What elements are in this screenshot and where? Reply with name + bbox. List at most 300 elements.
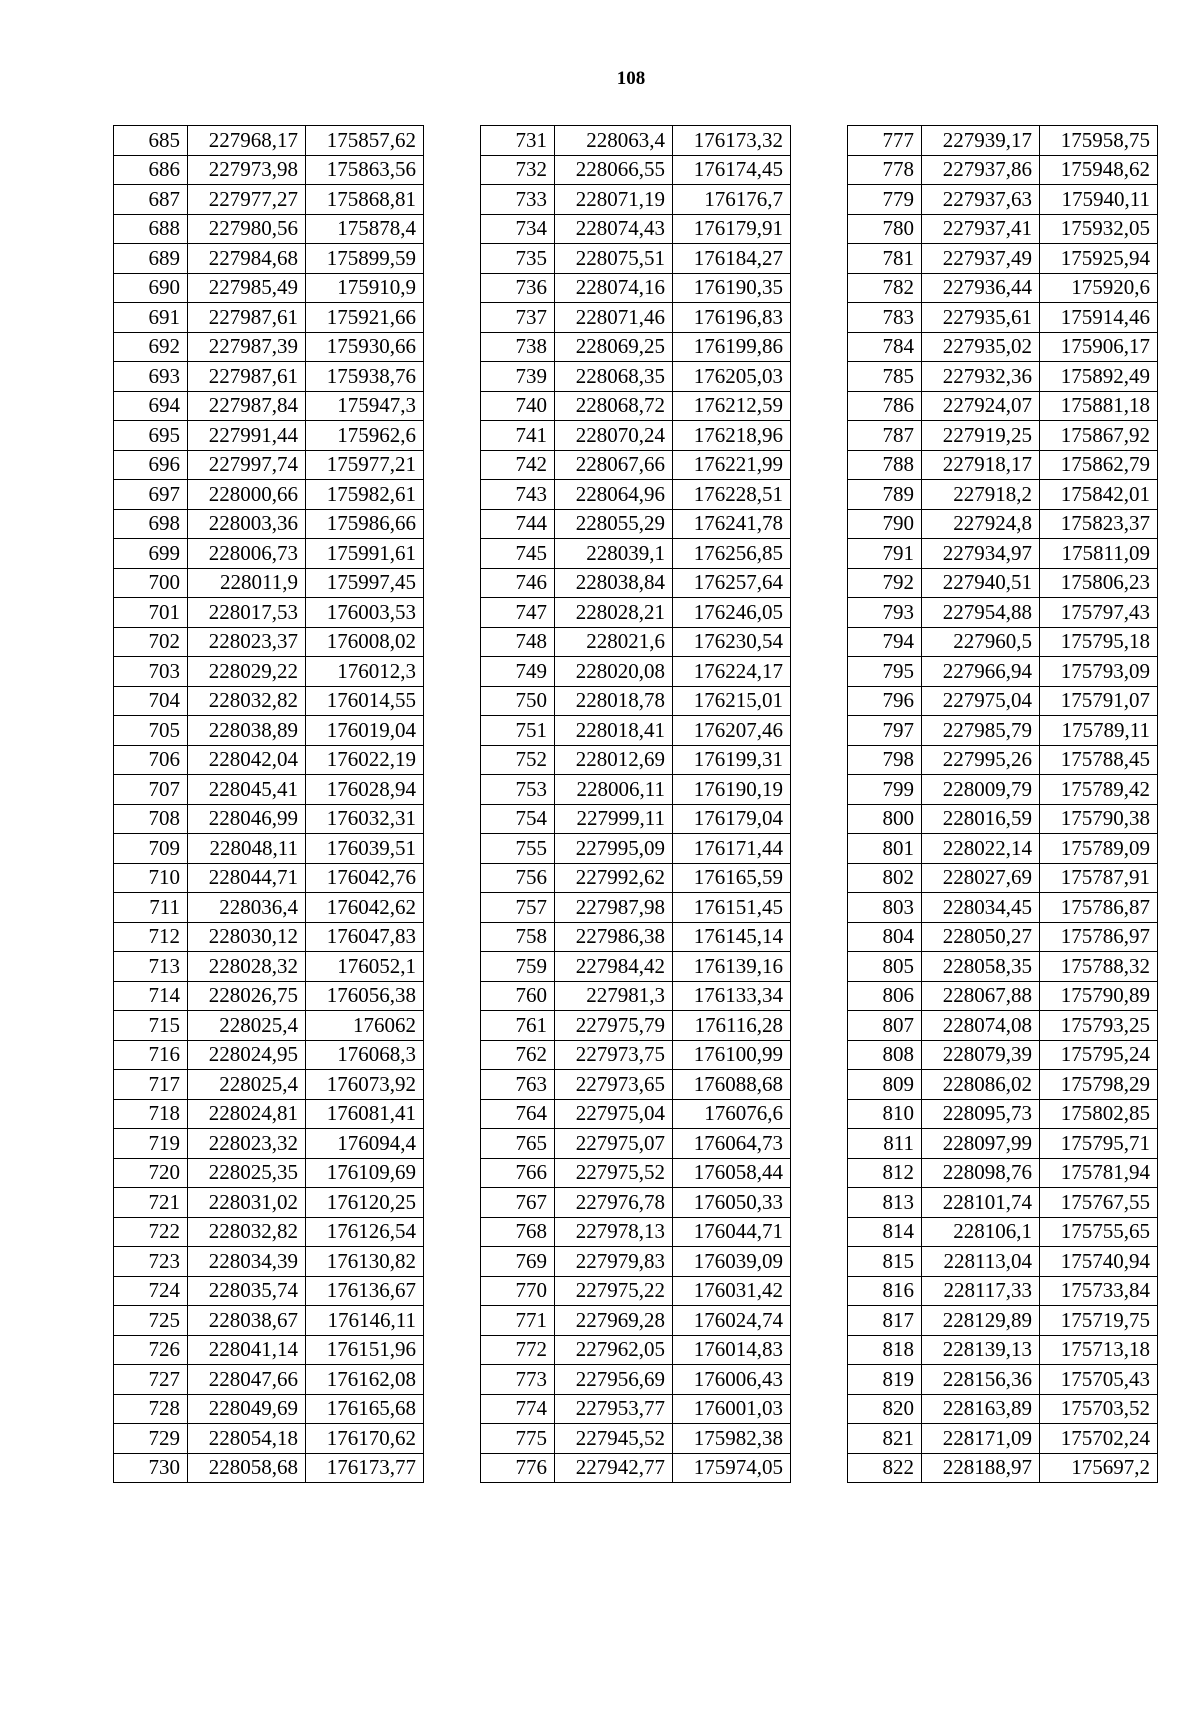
x-coordinate-cell: 228017,53 [188,598,306,628]
table-row [481,450,791,480]
point-number-cell: 755 [481,834,555,864]
x-coordinate-cell: 228163,89 [922,1394,1040,1424]
y-coordinate-cell: 175733,84 [1040,1276,1158,1306]
y-coordinate-cell: 175719,75 [1040,1306,1158,1336]
table-row [848,1011,1158,1041]
table-row [114,804,424,834]
point-number-cell: 779 [848,185,922,215]
point-number-cell: 720 [114,1158,188,1188]
point-number-cell: 734 [481,214,555,244]
x-coordinate-cell: 228044,71 [188,863,306,893]
y-coordinate-cell: 175914,46 [1040,303,1158,333]
table-row [848,185,1158,215]
y-coordinate-cell: 176068,3 [306,1040,424,1070]
point-number-cell: 769 [481,1247,555,1277]
y-coordinate-cell: 175862,79 [1040,450,1158,480]
y-coordinate-cell: 176058,44 [673,1158,791,1188]
x-coordinate-cell: 227997,74 [188,450,306,480]
x-coordinate-cell: 228070,24 [555,421,673,451]
table-row [848,303,1158,333]
y-coordinate-cell: 176207,46 [673,716,791,746]
y-coordinate-cell: 175863,56 [306,155,424,185]
y-coordinate-cell: 175878,4 [306,214,424,244]
x-coordinate-cell: 227962,05 [555,1335,673,1365]
y-coordinate-cell: 176173,77 [306,1453,424,1483]
y-coordinate-cell: 176120,25 [306,1188,424,1218]
point-number-cell: 786 [848,391,922,421]
y-coordinate-cell: 176022,19 [306,745,424,775]
table-row [114,1040,424,1070]
point-number-cell: 694 [114,391,188,421]
y-coordinate-cell: 175795,18 [1040,627,1158,657]
x-coordinate-cell: 227999,11 [555,804,673,834]
y-coordinate-cell: 176126,54 [306,1217,424,1247]
point-number-cell: 780 [848,214,922,244]
coordinates-table-2 [480,125,791,1483]
table-row [848,1365,1158,1395]
point-number-cell: 791 [848,539,922,569]
table-row [481,1040,791,1070]
x-coordinate-cell: 228064,96 [555,480,673,510]
y-coordinate-cell: 176014,55 [306,686,424,716]
table-row [848,627,1158,657]
point-number-cell: 768 [481,1217,555,1247]
table-row [848,716,1158,746]
x-coordinate-cell: 227973,98 [188,155,306,185]
point-number-cell: 749 [481,657,555,687]
x-coordinate-cell: 228041,14 [188,1335,306,1365]
point-number-cell: 713 [114,952,188,982]
x-coordinate-cell: 228049,69 [188,1394,306,1424]
table-row [848,1424,1158,1454]
y-coordinate-cell: 175793,09 [1040,657,1158,687]
y-coordinate-cell: 175962,6 [306,421,424,451]
x-coordinate-cell: 227992,62 [555,863,673,893]
point-number-cell: 787 [848,421,922,451]
y-coordinate-cell: 175795,24 [1040,1040,1158,1070]
table-row [481,1070,791,1100]
x-coordinate-cell: 227984,68 [188,244,306,274]
x-coordinate-cell: 227984,42 [555,952,673,982]
x-coordinate-cell: 227924,07 [922,391,1040,421]
point-number-cell: 686 [114,155,188,185]
x-coordinate-cell: 228024,95 [188,1040,306,1070]
y-coordinate-cell: 176003,53 [306,598,424,628]
point-number-cell: 801 [848,834,922,864]
point-number-cell: 744 [481,509,555,539]
point-number-cell: 715 [114,1011,188,1041]
x-coordinate-cell: 227985,79 [922,716,1040,746]
point-number-cell: 729 [114,1424,188,1454]
point-number-cell: 775 [481,1424,555,1454]
x-coordinate-cell: 228003,36 [188,509,306,539]
table-row [848,362,1158,392]
table-row [481,185,791,215]
y-coordinate-cell: 176008,02 [306,627,424,657]
point-number-cell: 815 [848,1247,922,1277]
point-number-cell: 810 [848,1099,922,1129]
point-number-cell: 692 [114,332,188,362]
x-coordinate-cell: 228113,04 [922,1247,1040,1277]
point-number-cell: 733 [481,185,555,215]
y-coordinate-cell: 176215,01 [673,686,791,716]
table-row [481,716,791,746]
table-row [114,598,424,628]
y-coordinate-cell: 176014,83 [673,1335,791,1365]
table-row [481,834,791,864]
point-number-cell: 795 [848,657,922,687]
table-row [848,775,1158,805]
point-number-cell: 745 [481,539,555,569]
point-number-cell: 738 [481,332,555,362]
table-row [481,1453,791,1483]
table-row [114,952,424,982]
table-row [114,539,424,569]
table-row [114,686,424,716]
x-coordinate-cell: 228068,35 [555,362,673,392]
point-number-cell: 822 [848,1453,922,1483]
y-coordinate-cell: 176246,05 [673,598,791,628]
y-coordinate-cell: 175697,2 [1040,1453,1158,1483]
x-coordinate-cell: 228034,39 [188,1247,306,1277]
x-coordinate-cell: 228054,18 [188,1424,306,1454]
y-coordinate-cell: 176001,03 [673,1394,791,1424]
y-coordinate-cell: 175705,43 [1040,1365,1158,1395]
table-row [848,273,1158,303]
table-row [481,893,791,923]
point-number-cell: 757 [481,893,555,923]
point-number-cell: 714 [114,981,188,1011]
y-coordinate-cell: 176130,82 [306,1247,424,1277]
x-coordinate-cell: 228032,82 [188,686,306,716]
point-number-cell: 719 [114,1129,188,1159]
table-row [481,657,791,687]
table-row [114,1424,424,1454]
x-coordinate-cell: 228045,41 [188,775,306,805]
point-number-cell: 753 [481,775,555,805]
point-number-cell: 700 [114,568,188,598]
x-coordinate-cell: 228009,79 [922,775,1040,805]
point-number-cell: 732 [481,155,555,185]
y-coordinate-cell: 176162,08 [306,1365,424,1395]
page-number: 108 [616,68,646,89]
point-number-cell: 767 [481,1188,555,1218]
x-coordinate-cell: 227937,63 [922,185,1040,215]
point-number-cell: 811 [848,1129,922,1159]
x-coordinate-cell: 228024,81 [188,1099,306,1129]
y-coordinate-cell: 175991,61 [306,539,424,569]
y-coordinate-cell: 176173,32 [673,126,791,156]
y-coordinate-cell: 175921,66 [306,303,424,333]
point-number-cell: 816 [848,1276,922,1306]
y-coordinate-cell: 175787,91 [1040,863,1158,893]
y-coordinate-cell: 176031,42 [673,1276,791,1306]
x-coordinate-cell: 228032,82 [188,1217,306,1247]
y-coordinate-cell: 176171,44 [673,834,791,864]
point-number-cell: 784 [848,332,922,362]
y-coordinate-cell: 176257,64 [673,568,791,598]
x-coordinate-cell: 228058,35 [922,952,1040,982]
table-row [114,1365,424,1395]
x-coordinate-cell: 227953,77 [555,1394,673,1424]
x-coordinate-cell: 228006,11 [555,775,673,805]
table-row [481,863,791,893]
table-row [848,480,1158,510]
y-coordinate-cell: 175702,24 [1040,1424,1158,1454]
x-coordinate-cell: 227975,04 [555,1099,673,1129]
table-row [114,391,424,421]
table-row [114,1276,424,1306]
table-row [481,1247,791,1277]
table-row [481,1365,791,1395]
y-coordinate-cell: 175868,81 [306,185,424,215]
point-number-cell: 695 [114,421,188,451]
y-coordinate-cell: 175867,92 [1040,421,1158,451]
point-number-cell: 759 [481,952,555,982]
table-row [848,568,1158,598]
x-coordinate-cell: 228074,16 [555,273,673,303]
y-coordinate-cell: 175791,07 [1040,686,1158,716]
y-coordinate-cell: 175986,66 [306,509,424,539]
point-number-cell: 703 [114,657,188,687]
table-row [848,1335,1158,1365]
y-coordinate-cell: 176032,31 [306,804,424,834]
x-coordinate-cell: 227985,49 [188,273,306,303]
point-number-cell: 702 [114,627,188,657]
x-coordinate-cell: 228018,41 [555,716,673,746]
point-number-cell: 752 [481,745,555,775]
table-row [481,1217,791,1247]
table-row [114,332,424,362]
table-row [114,716,424,746]
point-number-cell: 806 [848,981,922,1011]
point-number-cell: 820 [848,1394,922,1424]
x-coordinate-cell: 228074,08 [922,1011,1040,1041]
y-coordinate-cell: 175767,55 [1040,1188,1158,1218]
y-coordinate-cell: 176056,38 [306,981,424,1011]
point-number-cell: 725 [114,1306,188,1336]
point-number-cell: 742 [481,450,555,480]
y-coordinate-cell: 175982,38 [673,1424,791,1454]
point-number-cell: 785 [848,362,922,392]
table-row [848,863,1158,893]
table-row [114,1453,424,1483]
y-coordinate-cell: 176039,51 [306,834,424,864]
x-coordinate-cell: 228011,9 [188,568,306,598]
y-coordinate-cell: 176205,03 [673,362,791,392]
point-number-cell: 690 [114,273,188,303]
table-row [848,657,1158,687]
y-coordinate-cell: 175938,76 [306,362,424,392]
table-row [848,1040,1158,1070]
x-coordinate-cell: 228129,89 [922,1306,1040,1336]
y-coordinate-cell: 175940,11 [1040,185,1158,215]
point-number-cell: 712 [114,922,188,952]
y-coordinate-cell: 176100,99 [673,1040,791,1070]
y-coordinate-cell: 176073,92 [306,1070,424,1100]
x-coordinate-cell: 227968,17 [188,126,306,156]
y-coordinate-cell: 175881,18 [1040,391,1158,421]
x-coordinate-cell: 228086,02 [922,1070,1040,1100]
x-coordinate-cell: 227987,84 [188,391,306,421]
y-coordinate-cell: 176145,14 [673,922,791,952]
table-row [848,686,1158,716]
point-number-cell: 782 [848,273,922,303]
table-row [114,185,424,215]
table-row [114,273,424,303]
point-number-cell: 718 [114,1099,188,1129]
x-coordinate-cell: 227935,61 [922,303,1040,333]
x-coordinate-cell: 228038,89 [188,716,306,746]
table-row [114,981,424,1011]
y-coordinate-cell: 176190,19 [673,775,791,805]
y-coordinate-cell: 175997,45 [306,568,424,598]
point-number-cell: 685 [114,126,188,156]
point-number-cell: 774 [481,1394,555,1424]
y-coordinate-cell: 176256,85 [673,539,791,569]
x-coordinate-cell: 228188,97 [922,1453,1040,1483]
x-coordinate-cell: 228047,66 [188,1365,306,1395]
x-coordinate-cell: 228029,22 [188,657,306,687]
point-number-cell: 741 [481,421,555,451]
point-number-cell: 770 [481,1276,555,1306]
x-coordinate-cell: 227980,56 [188,214,306,244]
point-number-cell: 717 [114,1070,188,1100]
table-row [481,686,791,716]
y-coordinate-cell: 175740,94 [1040,1247,1158,1277]
table-row [481,804,791,834]
y-coordinate-cell: 176151,45 [673,893,791,923]
point-number-cell: 799 [848,775,922,805]
x-coordinate-cell: 227975,22 [555,1276,673,1306]
point-number-cell: 693 [114,362,188,392]
y-coordinate-cell: 176165,59 [673,863,791,893]
point-number-cell: 772 [481,1335,555,1365]
y-coordinate-cell: 175790,38 [1040,804,1158,834]
point-number-cell: 707 [114,775,188,805]
y-coordinate-cell: 176179,91 [673,214,791,244]
y-coordinate-cell: 176165,68 [306,1394,424,1424]
table-row [848,214,1158,244]
table-row [848,1276,1158,1306]
table-row [114,745,424,775]
table-row [481,480,791,510]
x-coordinate-cell: 228034,45 [922,893,1040,923]
table-row [481,273,791,303]
x-coordinate-cell: 228139,13 [922,1335,1040,1365]
y-coordinate-cell: 176116,28 [673,1011,791,1041]
x-coordinate-cell: 228117,33 [922,1276,1040,1306]
point-number-cell: 704 [114,686,188,716]
x-coordinate-cell: 227966,94 [922,657,1040,687]
y-coordinate-cell: 176218,96 [673,421,791,451]
point-number-cell: 765 [481,1129,555,1159]
y-coordinate-cell: 176146,11 [306,1306,424,1336]
x-coordinate-cell: 227987,61 [188,303,306,333]
table-row [481,922,791,952]
x-coordinate-cell: 227977,27 [188,185,306,215]
table-row [114,244,424,274]
point-number-cell: 814 [848,1217,922,1247]
x-coordinate-cell: 228050,27 [922,922,1040,952]
x-coordinate-cell: 228038,84 [555,568,673,598]
x-coordinate-cell: 227956,69 [555,1365,673,1395]
table-row [481,509,791,539]
y-coordinate-cell: 175790,89 [1040,981,1158,1011]
y-coordinate-cell: 175713,18 [1040,1335,1158,1365]
table-row [114,834,424,864]
table-row [114,421,424,451]
x-coordinate-cell: 228036,4 [188,893,306,923]
x-coordinate-cell: 227945,52 [555,1424,673,1454]
point-number-cell: 711 [114,893,188,923]
table-row [848,745,1158,775]
x-coordinate-cell: 227987,61 [188,362,306,392]
x-coordinate-cell: 228171,09 [922,1424,1040,1454]
point-number-cell: 739 [481,362,555,392]
x-coordinate-cell: 227979,83 [555,1247,673,1277]
table-row [114,863,424,893]
table-row [114,893,424,923]
x-coordinate-cell: 228095,73 [922,1099,1040,1129]
table-row [481,421,791,451]
point-number-cell: 722 [114,1217,188,1247]
table-row [481,244,791,274]
x-coordinate-cell: 228098,76 [922,1158,1040,1188]
x-coordinate-cell: 228027,69 [922,863,1040,893]
x-coordinate-cell: 227942,77 [555,1453,673,1483]
point-number-cell: 800 [848,804,922,834]
y-coordinate-cell: 176042,76 [306,863,424,893]
table-row [481,627,791,657]
point-number-cell: 724 [114,1276,188,1306]
point-number-cell: 748 [481,627,555,657]
table-row [481,1188,791,1218]
y-coordinate-cell: 176151,96 [306,1335,424,1365]
y-coordinate-cell: 175789,11 [1040,716,1158,746]
table-row [114,509,424,539]
table-row [114,657,424,687]
y-coordinate-cell: 175910,9 [306,273,424,303]
y-coordinate-cell: 176136,67 [306,1276,424,1306]
x-coordinate-cell: 228066,55 [555,155,673,185]
x-coordinate-cell: 227978,13 [555,1217,673,1247]
x-coordinate-cell: 228074,43 [555,214,673,244]
y-coordinate-cell: 176241,78 [673,509,791,539]
point-number-cell: 796 [848,686,922,716]
x-coordinate-cell: 227981,3 [555,981,673,1011]
point-number-cell: 746 [481,568,555,598]
point-number-cell: 766 [481,1158,555,1188]
y-coordinate-cell: 176133,34 [673,981,791,1011]
point-number-cell: 803 [848,893,922,923]
table-row [848,155,1158,185]
point-number-cell: 747 [481,598,555,628]
x-coordinate-cell: 227918,2 [922,480,1040,510]
point-number-cell: 735 [481,244,555,274]
x-coordinate-cell: 227934,97 [922,539,1040,569]
table-row [114,480,424,510]
coordinates-table-3 [847,125,1158,1483]
table-row [481,1099,791,1129]
x-coordinate-cell: 227975,04 [922,686,1040,716]
x-coordinate-cell: 228069,25 [555,332,673,362]
table-row [848,1070,1158,1100]
point-number-cell: 763 [481,1070,555,1100]
table-row [114,1335,424,1365]
y-coordinate-cell: 176139,16 [673,952,791,982]
point-number-cell: 764 [481,1099,555,1129]
